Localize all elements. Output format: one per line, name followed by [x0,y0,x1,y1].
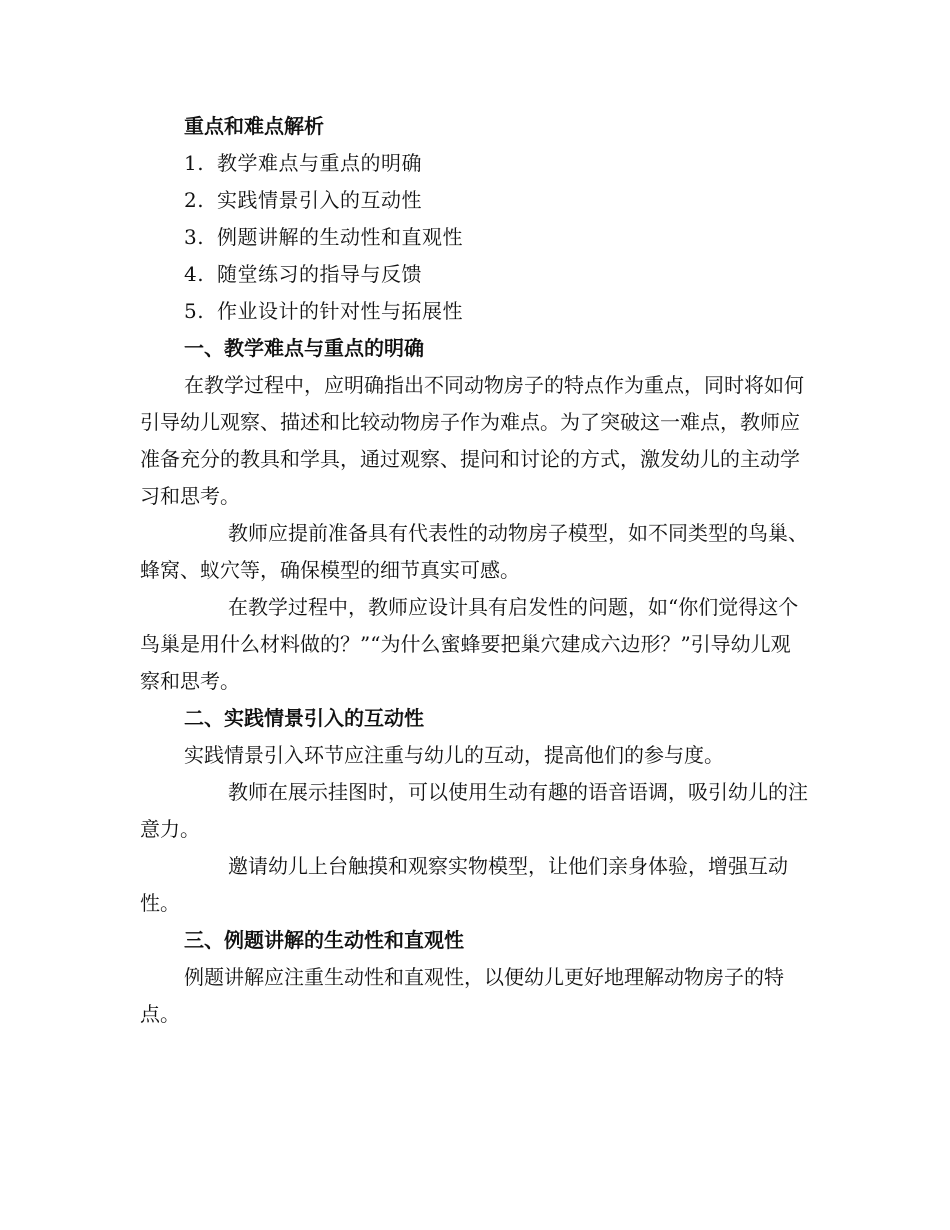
section-heading: 三、例题讲解的生动性和直观性 [184,928,464,952]
section-paragraph: 实践情景引入环节应注重与幼儿的互动，提高他们的参与度。 [184,743,724,767]
outline-item-number: 2. [184,188,205,212]
outline-item [140,182,810,219]
section-point: 教师应提前准备具有代表性的动物房子模型，如不同类型的鸟巢、蜂窝、蚁穴等，确保模型的细节真实可感。 [140,521,808,582]
section-heading: 一、教学难点与重点的明确 [184,336,424,360]
outline-item-number: 1. [184,151,205,175]
outline-item [140,256,810,293]
section-point: 在教学过程中，教师应设计具有启发性的问题，如“你们觉得这个鸟巢是用什么材料做的？”“为什么蜜蜂要把巢穴建成六边形？”引导幼儿观察和思考。 [140,595,799,693]
section-point: 邀请幼儿上台触摸和观察实物模型，让他们亲身体验，增强互动性。 [140,854,788,915]
outline-item-text: 作业设计的针对性与拓展性 [217,299,463,323]
outline-item-number: 3. [184,225,205,249]
main-heading: 重点和难点解析 [184,114,324,138]
outline-item-text: 实践情景引入的互动性 [217,188,422,212]
outline-item-number: 4. [184,262,205,286]
section-paragraph: 例题讲解应注重生动性和直观性，以便幼儿更好地理解动物房子的特点。 [140,965,784,1026]
outline-item-text: 随堂练习的指导与反馈 [217,262,422,286]
section-paragraph: 在教学过程中，应明确指出不同动物房子的特点作为重点，同时将如何引导幼儿观察、描述和比较动物房子作为难点。为了突破这一难点，教师应准备充分的教具和学具，通过观察、提问和讨论的方式，激发幼儿的主动学习和思考。 [140,373,804,508]
outline-item-text: 例题讲解的生动性和直观性 [217,225,463,249]
outline-item [140,293,810,330]
outline-item [140,219,810,256]
section-heading: 二、实践情景引入的互动性 [184,706,424,730]
document-page [140,108,810,1033]
outline-item-number: 5. [184,299,205,323]
outline-item [140,145,810,182]
section-point: 教师在展示挂图时，可以使用生动有趣的语音语调，吸引幼儿的注意力。 [140,780,808,841]
outline-list [140,145,810,330]
outline-item-text: 教学难点与重点的明确 [217,151,422,175]
